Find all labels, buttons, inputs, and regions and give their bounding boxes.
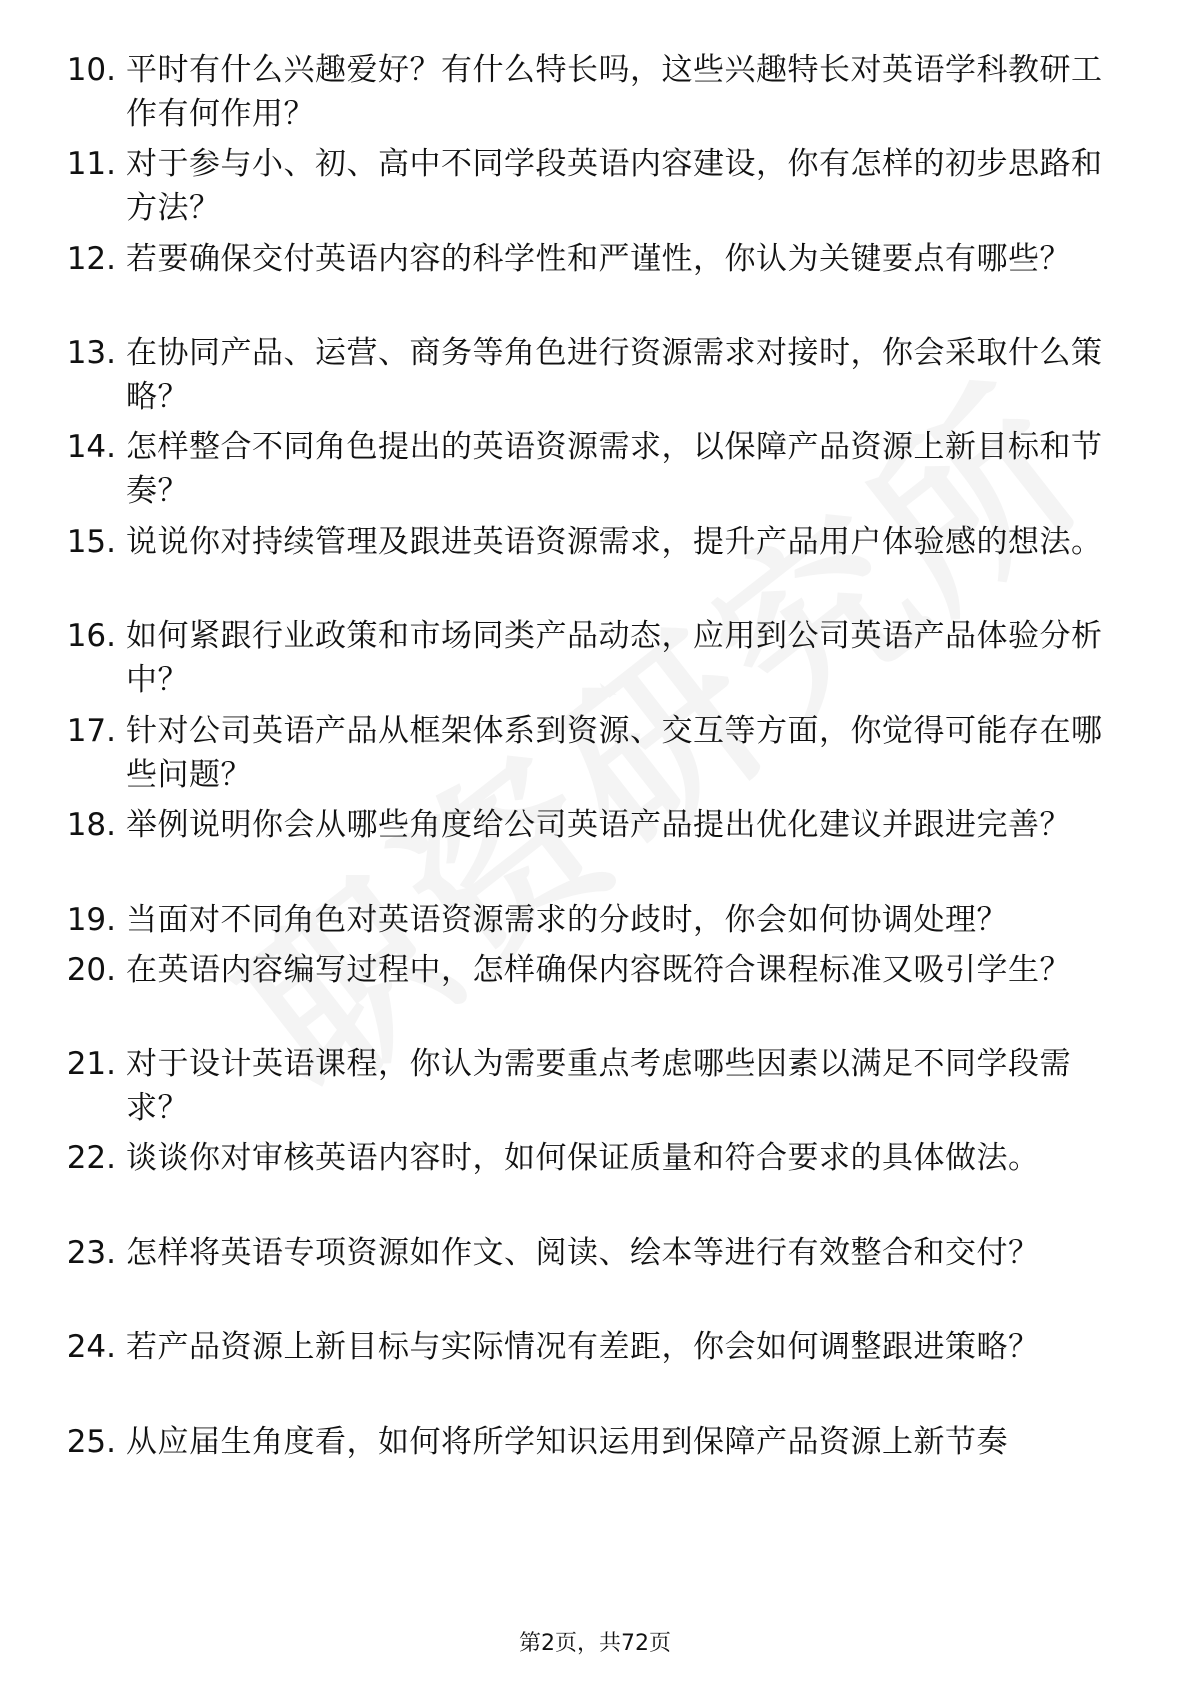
question-text: 对于参与小、初、高中不同学段英语内容建设，你有怎样的初步思路和方法？ [126,146,1103,226]
question-number: 11. [66,146,116,182]
question-number: 23. [66,1235,116,1271]
question-text: 对于设计英语课程，你认为需要重点考虑哪些因素以满足不同学段需求？ [126,1046,1071,1126]
question-item [56,48,1136,136]
question-text: 谈谈你对审核英语内容时，如何保证质量和符合要求的具体做法。 [126,1140,1040,1176]
question-text: 针对公司英语产品从框架体系到资源、交互等方面，你觉得可能存在哪些问题？ [126,713,1103,793]
question-item [56,425,1136,513]
question-item [56,237,1136,281]
question-number: 13. [66,335,116,371]
question-number: 24. [66,1329,116,1365]
question-text: 若产品资源上新目标与实际情况有差距，你会如何调整跟进策略？ [126,1329,1040,1365]
question-text: 怎样整合不同角色提出的英语资源需求，以保障产品资源上新目标和节奏？ [126,429,1103,509]
question-item [56,331,1136,419]
question-number: 16. [66,618,116,654]
question-text: 举例说明你会从哪些角度给公司英语产品提出优化建议并跟进完善？ [126,807,1071,843]
question-text: 在协同产品、运营、商务等角色进行资源需求对接时，你会采取什么策略？ [126,335,1103,415]
question-item [56,614,1136,702]
question-text: 若要确保交付英语内容的科学性和严谨性，你认为关键要点有哪些？ [126,241,1071,277]
question-text: 从应届生角度看，如何将所学知识运用到保障产品资源上新节奏 [126,1424,1008,1460]
question-text: 如何紧跟行业政策和市场同类产品动态，应用到公司英语产品体验分析中？ [126,618,1103,698]
question-number: 10. [66,52,116,88]
question-number: 15. [66,524,116,560]
question-number: 14. [66,429,116,465]
question-item [56,709,1136,797]
question-text: 平时有什么兴趣爱好？有什么特长吗，这些兴趣特长对英语学科教研工作有何作用？ [126,52,1103,132]
question-item [56,1136,1136,1180]
question-number: 21. [66,1046,116,1082]
question-item [56,948,1136,992]
question-item [56,520,1136,564]
question-number: 18. [66,807,116,843]
page-number-footer: 第2页，共72页 [519,1631,671,1656]
question-item [56,1325,1136,1369]
question-number: 20. [66,952,116,988]
question-number: 22. [66,1140,116,1176]
question-item [56,142,1136,230]
question-item [56,1042,1136,1130]
question-item [56,803,1136,847]
question-number: 25. [66,1424,116,1460]
question-text: 当面对不同角色对英语资源需求的分歧时，你会如何协调处理？ [126,902,1008,938]
question-item [56,1420,1136,1464]
question-text: 怎样将英语专项资源如作文、阅读、绘本等进行有效整合和交付？ [126,1235,1040,1271]
question-text: 说说你对持续管理及跟进英语资源需求，提升产品用户体验感的想法。 [126,524,1103,560]
question-text: 在英语内容编写过程中，怎样确保内容既符合课程标准又吸引学生？ [126,952,1071,988]
question-number: 17. [66,713,116,749]
question-item [56,1231,1136,1275]
question-number: 12. [66,241,116,277]
question-item [56,898,1136,942]
question-number: 19. [66,902,116,938]
